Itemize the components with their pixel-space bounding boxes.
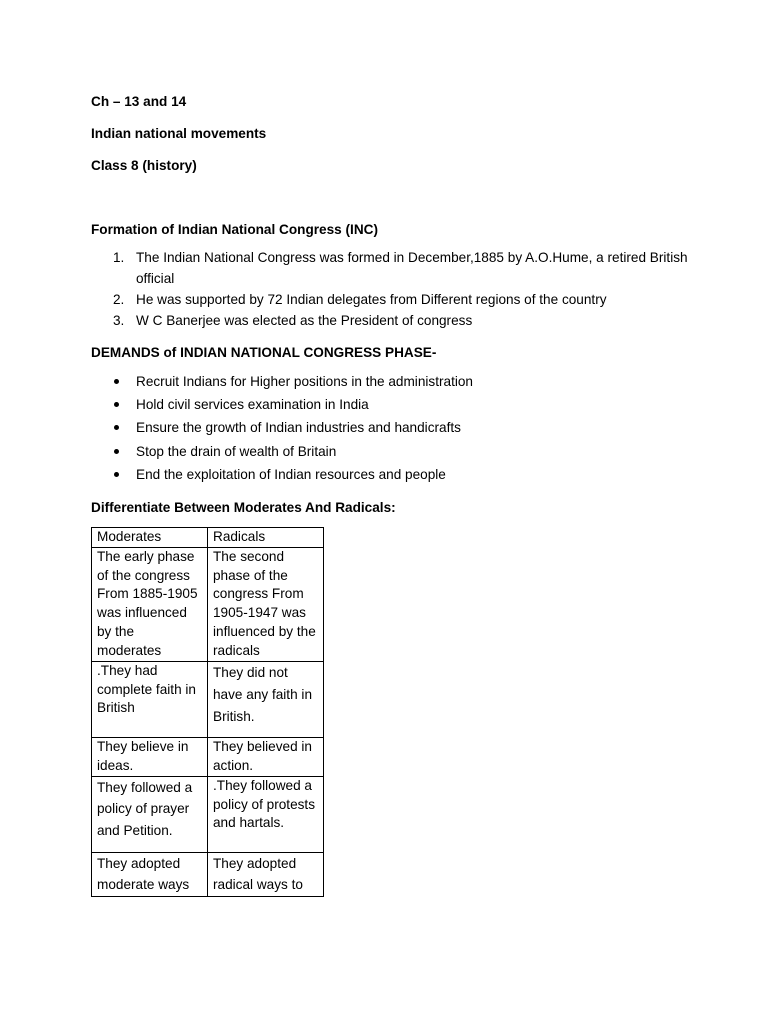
list-text: Recruit Indians for Higher positions in the administration	[136, 374, 473, 389]
list-item	[91, 463, 691, 486]
differentiate-title: Differentiate Between Moderates And Radicals:	[91, 500, 396, 516]
class-heading: Class 8 (history)	[91, 158, 197, 173]
list-text: Hold civil services examination in India	[136, 397, 369, 413]
list-item	[91, 289, 691, 310]
bullet-icon	[114, 425, 119, 430]
table-cell	[208, 661, 324, 737]
table-cell	[208, 852, 324, 896]
table-header-cell: Radicals	[208, 528, 324, 548]
table-cell-text: They did not have any faith in British.	[213, 664, 312, 724]
chapter-heading: Ch – 13 and 14	[91, 94, 187, 109]
bullet-icon	[114, 472, 119, 477]
table-row	[92, 547, 324, 661]
list-number: 2.	[113, 292, 125, 307]
table-cell: .They had complete faith in British	[92, 661, 208, 737]
demands-list	[91, 370, 691, 486]
table-header-cell: Moderates	[92, 528, 208, 548]
table-cell: They believe in ideas.	[92, 737, 208, 776]
list-item	[91, 310, 691, 331]
table-row	[92, 852, 324, 896]
list-item	[91, 370, 691, 393]
list-number: 1.	[113, 250, 125, 265]
table-header-row	[92, 528, 324, 548]
bullet-icon	[114, 449, 119, 454]
table-cell	[92, 852, 208, 896]
list-text: End the exploitation of Indian resources and people	[136, 466, 446, 482]
table-cell: The second phase of the congress From 1905-1947 was influenced by the radicals	[208, 547, 324, 661]
list-text: Stop the drain of wealth of Britain	[136, 443, 337, 459]
list-item	[91, 440, 691, 463]
list-number: 3.	[113, 313, 125, 328]
document-page	[91, 92, 691, 897]
bullet-icon	[114, 402, 119, 407]
table-row	[92, 776, 324, 852]
list-text: The Indian National Congress was formed in December,1885 by A.O.Hume, a retired British official	[136, 250, 688, 286]
bullet-icon	[114, 379, 119, 384]
list-item	[91, 393, 691, 416]
demands-title: DEMANDS of INDIAN NATIONAL CONGRESS PHASE-	[91, 345, 437, 360]
list-text: He was supported by 72 Indian delegates from Different regions of the country	[136, 292, 607, 307]
comparison-table	[91, 527, 324, 897]
list-item	[91, 247, 691, 289]
table-row	[92, 737, 324, 776]
table-cell	[92, 776, 208, 852]
table-cell: They believed in action.	[208, 737, 324, 776]
table-cell: .They followed a policy of protests and hartals.	[208, 776, 324, 852]
table-cell-text: They followed a policy of prayer and Petition.	[97, 779, 193, 838]
table-cell-text: They adopted moderate ways	[97, 855, 190, 893]
list-text: W C Banerjee was elected as the President of congress	[136, 313, 473, 328]
table-cell: The early phase of the congress From 1885-1905 was influenced by the moderates	[92, 547, 208, 661]
formation-title: Formation of Indian National Congress (INC)	[91, 222, 378, 237]
formation-list	[91, 247, 691, 331]
list-item	[91, 416, 691, 439]
list-text: Ensure the growth of Indian industries and handicrafts	[136, 420, 461, 436]
topic-heading: Indian national movements	[91, 126, 267, 141]
table-row	[92, 661, 324, 737]
table-cell-text: They adopted radical ways to	[213, 855, 303, 893]
